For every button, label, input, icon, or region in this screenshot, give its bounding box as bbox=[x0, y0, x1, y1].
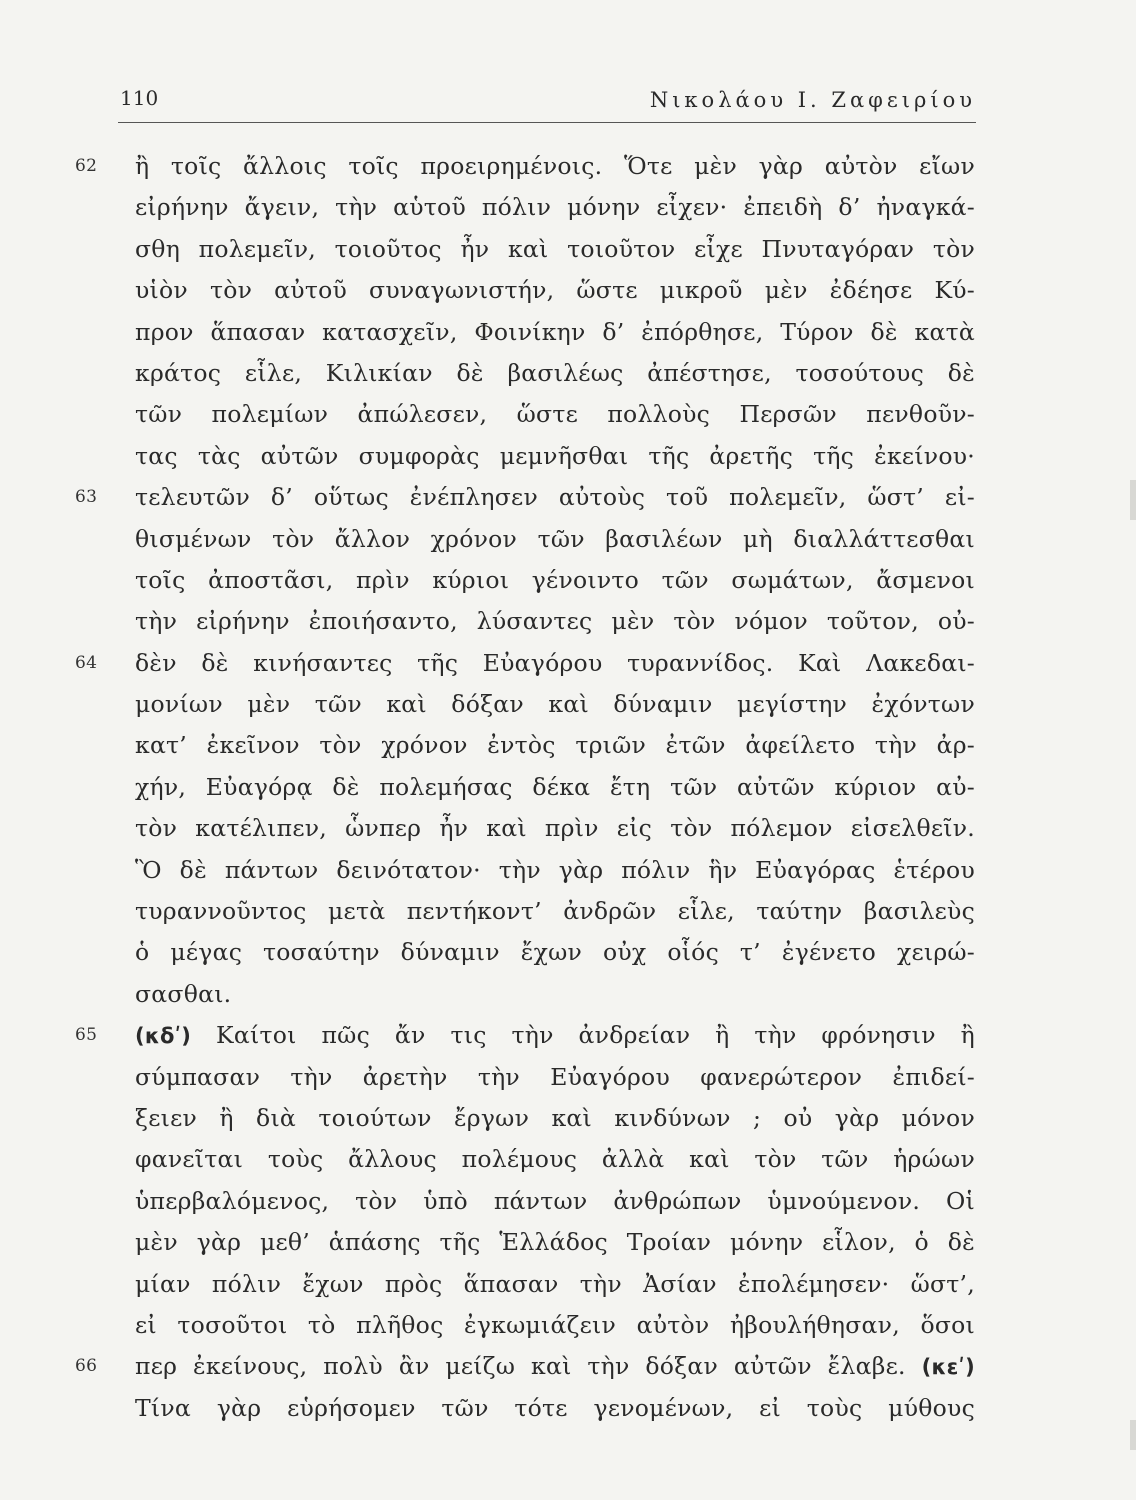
text-line bbox=[135, 1098, 975, 1139]
margin-section-number: 63 bbox=[75, 487, 98, 508]
text-line bbox=[135, 601, 975, 642]
line-text: περ ἐκείνους, πολὺ ἂν μείζω καὶ τὴν δόξαν αὐτῶν ἔλαβε. bbox=[135, 1352, 906, 1381]
margin-section-number: 66 bbox=[75, 1356, 98, 1377]
text-line bbox=[135, 767, 975, 808]
text-line bbox=[135, 353, 975, 394]
line-text: Καίτοι πῶς ἄν τις τὴν ἀνδρείαν ἢ τὴν φρόνησιν ἢ bbox=[191, 1021, 975, 1050]
chapter-marker: (κεʹ) bbox=[921, 1355, 975, 1380]
text-line bbox=[135, 932, 975, 973]
line-text: ὁ μέγας τοσαύτην δύναμιν ἔχων οὐχ οἷός τ’ ἐγένετο χειρώ- bbox=[135, 938, 975, 967]
page-edge-mark bbox=[1130, 1420, 1136, 1450]
text-line bbox=[75, 643, 975, 684]
line-text: Τίνα γὰρ εὑρήσομεν τῶν τότε γενομένων, εἰ τοὺς μύθους bbox=[135, 1393, 975, 1422]
line-text: σύμπασαν τὴν ἀρετὴν τὴν Εὐαγόρου φανερώτερον ἐπιδεί- bbox=[135, 1062, 975, 1091]
text-line bbox=[135, 1139, 975, 1180]
line-text: τυραννοῦντος μετὰ πεντήκοντ’ ἀνδρῶν εἷλε, ταύτην βασιλεὺς bbox=[135, 897, 975, 926]
text-line bbox=[135, 312, 975, 353]
text-line bbox=[135, 1057, 975, 1098]
margin-section-number: 64 bbox=[75, 652, 98, 673]
text-line bbox=[135, 1264, 975, 1305]
text-line bbox=[135, 187, 975, 228]
text-line bbox=[75, 1015, 975, 1056]
line-text: κατ’ ἐκεῖνον τὸν χρόνον ἐντὸς τριῶν ἐτῶν ἀφείλετο τὴν ἀρ- bbox=[135, 731, 975, 760]
line-text: τας τὰς αὐτῶν συμφορὰς μεμνῆσθαι τῆς ἀρετῆς τῆς ἐκείνου· bbox=[135, 441, 975, 470]
text-line bbox=[135, 1388, 975, 1429]
line-text: θισμένων τὸν ἄλλον χρόνον τῶν βασιλέων μὴ διαλλάττεσθαι bbox=[135, 524, 975, 553]
text-line bbox=[135, 394, 975, 435]
line-text: υἱὸν τὸν αὐτοῦ συναγωνιστήν, ὥστε μικροῦ μὲν ἐδέησε Κύ- bbox=[135, 276, 975, 305]
text-line bbox=[135, 974, 975, 1015]
text-line bbox=[135, 1181, 975, 1222]
text-line bbox=[135, 560, 975, 601]
text-line bbox=[135, 436, 975, 477]
text-line bbox=[135, 891, 975, 932]
line-text: ὑπερβαλόμενος, τὸν ὑπὸ πάντων ἀνθρώπων ὑμνούμενον. Οἱ bbox=[135, 1186, 975, 1215]
line-text: σασθαι. bbox=[135, 979, 232, 1008]
line-text: φανεῖται τοὺς ἄλλους πολέμους ἀλλὰ καὶ τὸν τῶν ἡρώων bbox=[135, 1145, 975, 1174]
line-text: κράτος εἷλε, Κιλικίαν δὲ βασιλέως ἀπέστησε, τοσούτους δὲ bbox=[135, 358, 975, 387]
line-text: ξειεν ἢ διὰ τοιούτων ἔργων καὶ κινδύνων ; οὐ γὰρ μόνον bbox=[135, 1103, 975, 1132]
chapter-marker: (κδʹ) bbox=[135, 1024, 192, 1049]
text-line bbox=[135, 725, 975, 766]
line-text: εἰρήνην ἄγειν, τὴν αὑτοῦ πόλιν μόνην εἶχεν· ἐπειδὴ δ’ ἠναγκά- bbox=[135, 193, 975, 222]
text-line bbox=[135, 270, 975, 311]
text-line bbox=[135, 1305, 975, 1346]
line-text: μονίων μὲν τῶν καὶ δόξαν καὶ δύναμιν μεγίστην ἐχόντων bbox=[135, 690, 975, 719]
margin-section-number: 62 bbox=[75, 156, 98, 176]
line-text: Ὃ δὲ πάντων δεινότατον· τὴν γὰρ πόλιν ἣν Εὐαγόρας ἑτέρου bbox=[135, 855, 975, 884]
text-line bbox=[135, 1222, 975, 1263]
line-text: δὲν δὲ κινήσαντες τῆς Εὐαγόρου τυραννίδος. Καὶ Λακεδαι- bbox=[135, 648, 975, 677]
line-text: μὲν γὰρ μεθ’ ἁπάσης τῆς Ἑλλάδος Τροίαν μόνην εἷλον, ὁ δὲ bbox=[135, 1228, 975, 1257]
line-text: εἰ τοσοῦτοι τὸ πλῆθος ἐγκωμιάζειν αὐτὸν ἠβουλήθησαν, ὅσοι bbox=[135, 1310, 975, 1339]
text-line bbox=[75, 1346, 975, 1387]
page-header bbox=[118, 84, 976, 123]
margin-section-number: 65 bbox=[75, 1025, 98, 1046]
line-text: τὸν κατέλιπεν, ὧνπερ ἦν καὶ πρὶν εἰς τὸν πόλεμον εἰσελθεῖν. bbox=[135, 814, 975, 843]
page-edge-mark bbox=[1130, 480, 1136, 520]
line-text: σθη πολεμεῖν, τοιοῦτος ἦν καὶ τοιοῦτον εἶχε Πνυταγόραν τὸν bbox=[135, 234, 975, 263]
line-text: τῶν πολεμίων ἀπώλεσεν, ὥστε πολλοὺς Περσῶν πενθοῦν- bbox=[135, 400, 975, 429]
text-line bbox=[135, 850, 975, 891]
text-line bbox=[135, 229, 975, 270]
text-line bbox=[135, 684, 975, 725]
text-line bbox=[75, 146, 975, 187]
text-line bbox=[135, 519, 975, 560]
line-text: τὴν εἰρήνην ἐποιήσαντο, λύσαντες μὲν τὸν νόμον τοῦτον, οὐ- bbox=[135, 607, 975, 636]
line-text: μίαν πόλιν ἔχων πρὸς ἅπασαν τὴν Ἀσίαν ἐπολέμησεν· ὥστ’, bbox=[135, 1269, 975, 1298]
text-line bbox=[75, 477, 975, 518]
line-text: προν ἅπασαν κατασχεῖν, Φοινίκην δ’ ἐπόρθησε, Τύρον δὲ κατὰ bbox=[135, 317, 975, 346]
page-number: 110 bbox=[120, 86, 159, 110]
body-text bbox=[75, 146, 975, 1429]
line-text: χήν, Εὐαγόρᾳ δὲ πολεμήσας δέκα ἔτη τῶν αὐτῶν κύριον αὐ- bbox=[135, 772, 975, 801]
line-text: τελευτῶν δ’ οὕτως ἐνέπλησεν αὐτοὺς τοῦ πολεμεῖν, ὥστ’ εἰ- bbox=[135, 483, 975, 512]
running-head: Νικολάου Ι. Ζαφειρίου bbox=[649, 88, 976, 112]
text-line bbox=[135, 808, 975, 849]
line-text: τοῖς ἀποστᾶσι, πρὶν κύριοι γένοιντο τῶν σωμάτων, ἄσμενοι bbox=[135, 565, 975, 594]
line-text: ἢ τοῖς ἄλλοις τοῖς προειρημένοις. Ὅτε μὲν γὰρ αὐτὸν εἴων bbox=[135, 152, 975, 180]
